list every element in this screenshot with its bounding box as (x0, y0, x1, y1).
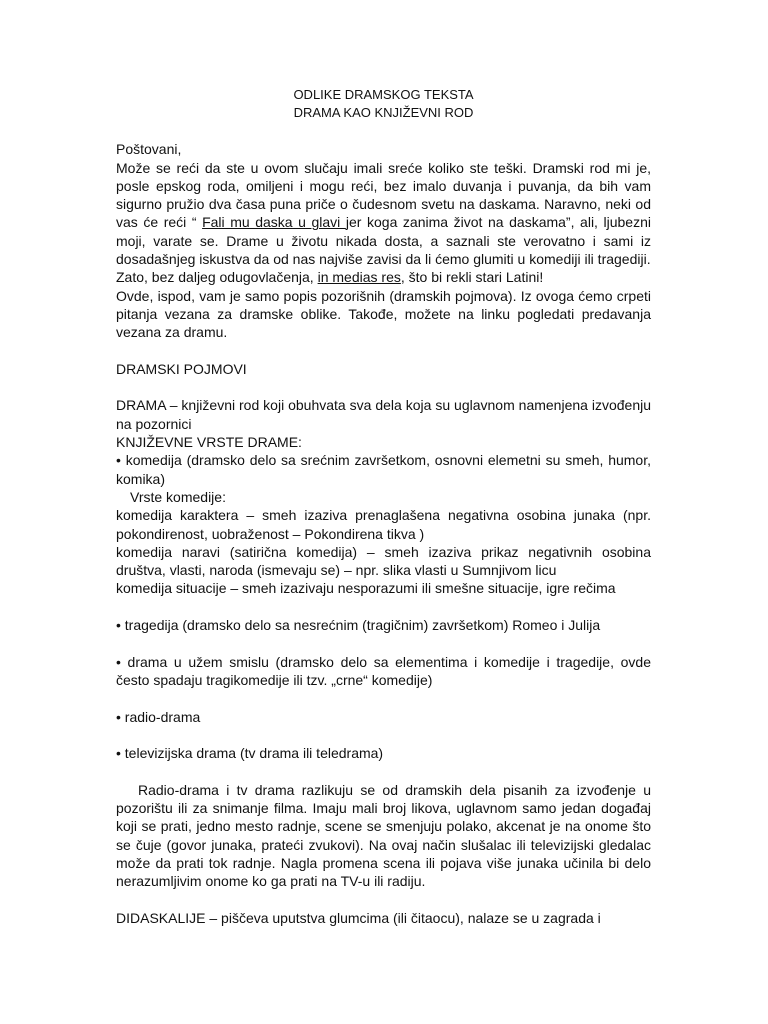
list-item-tragedija: • tragedija (dramsko delo sa nesrećnim (tragičnim) završetkom) Romeo i Julija (116, 617, 601, 634)
list-item-drama-uzem: • drama u užem smislu (dramsko delo sa elementima i komedije i tragedije, ovde često spadaju tragikomedije ili tzv. „crne“ komedije) (116, 653, 651, 688)
fali-mu-daska-link[interactable]: Fali mu daska u glavi (202, 214, 346, 231)
document-subtitle: DRAMA KAO KNJIŽEVNI ROD (293, 105, 474, 120)
drama-definition: DRAMA – književni rod koji obuhvata sva dela koja su uglavnom namenjena izvođenju na pozornici (116, 397, 651, 432)
in-medias-res-link[interactable]: in medias res (317, 269, 401, 286)
in-medias-res-line: Zato, bez daljeg odugovlačenja, in medias res, što bi rekli stari Latini! (116, 269, 544, 286)
intro-paragraph: Može se reći da ste u ovom slučaju imali sreće koliko ste teški. Dramski rod mi je, posle epskog roda, omiljeni i mogu reći, bez imalo duvanja i puvanja, da bih vam sigurno pružio dva časa puna priče o čudesnom svetu na daskama. Naravno, neki od vas će reći “ Fali mu daska u glavi jer koga zanima život na daskama”, ali, ljubezni moji, varate se. Drame u životu nikada dosta, a saznali ste verovatno i sami iz dosadašnjeg iskustva da od nas najviše zavisi da li ćemo glumiti u komediji ili tragediji. (116, 159, 651, 268)
document-title: ODLIKE DRAMSKOG TEKSTA (293, 87, 474, 102)
vrste-heading: KNJIŽEVNE VRSTE DRAME: (116, 434, 302, 451)
section-heading: DRAMSKI POJMOVI (116, 360, 247, 377)
overview-paragraph: Ovde, ispod, vam je samo popis pozorišnih (dramskih pojmova). Iz ovoga ćemo crpeti pitanja vezana za dramske oblike. Takođe, možete na linku pogledati predavanja vezana za dramu. (116, 287, 651, 341)
list-item-tv-drama: • televizijska drama (tv drama ili teledrama) (116, 745, 384, 762)
list-item-radio-drama: • radio-drama (116, 708, 201, 725)
radio-tv-paragraph: Radio-drama i tv drama razlikuju se od dramskih dela pisanih za izvođenje u pozorištu ili za snimanje filma. Imaju mali broj likova, uglavnom samo jedan događaj koji se prati, jedno mesto radnje, scene se smenjuju polako, akcenat je na onome što se čuje (govor junaka, prateći zvukovi). Na ovaj način slušalac ili televizijski gledalac može da prati tok radnje. Nagla promena scena ili pojava više junaka učinila bi delo nerazumljivim onome ko ga prati na TV-u ili radiju. (116, 781, 651, 890)
komedija-karaktera: komedija karaktera – smeh izaziva prenaglašena negativna osobina junaka (npr. pokondirenost, uobraženost – Pokondirena tikva ) (116, 507, 651, 542)
vrste-komedije-heading: Vrste komedije: (130, 488, 226, 505)
komedija-situacije: komedija situacije – smeh izazivaju nesporazumi ili smešne situacije, igre rečima (116, 580, 616, 597)
komedija-naravi: komedija naravi (satirična komedija) – smeh izaziva prikaz negativnih osobina društva, vlasti, naroda (ismevaju se) – npr. slika vlasti u Sumnjivom licu (116, 543, 651, 579)
didaskalije-paragraph: DIDASKALIJE – piščeva uputstva glumcima (ili čitaocu), nalaze se u zagrada i (116, 909, 601, 926)
greeting: Poštovani, (116, 141, 182, 158)
list-item-komedija: • komedija (dramsko delo sa srećnim završetkom, osnovni elemetni su smeh, humor, komika) (116, 452, 651, 487)
